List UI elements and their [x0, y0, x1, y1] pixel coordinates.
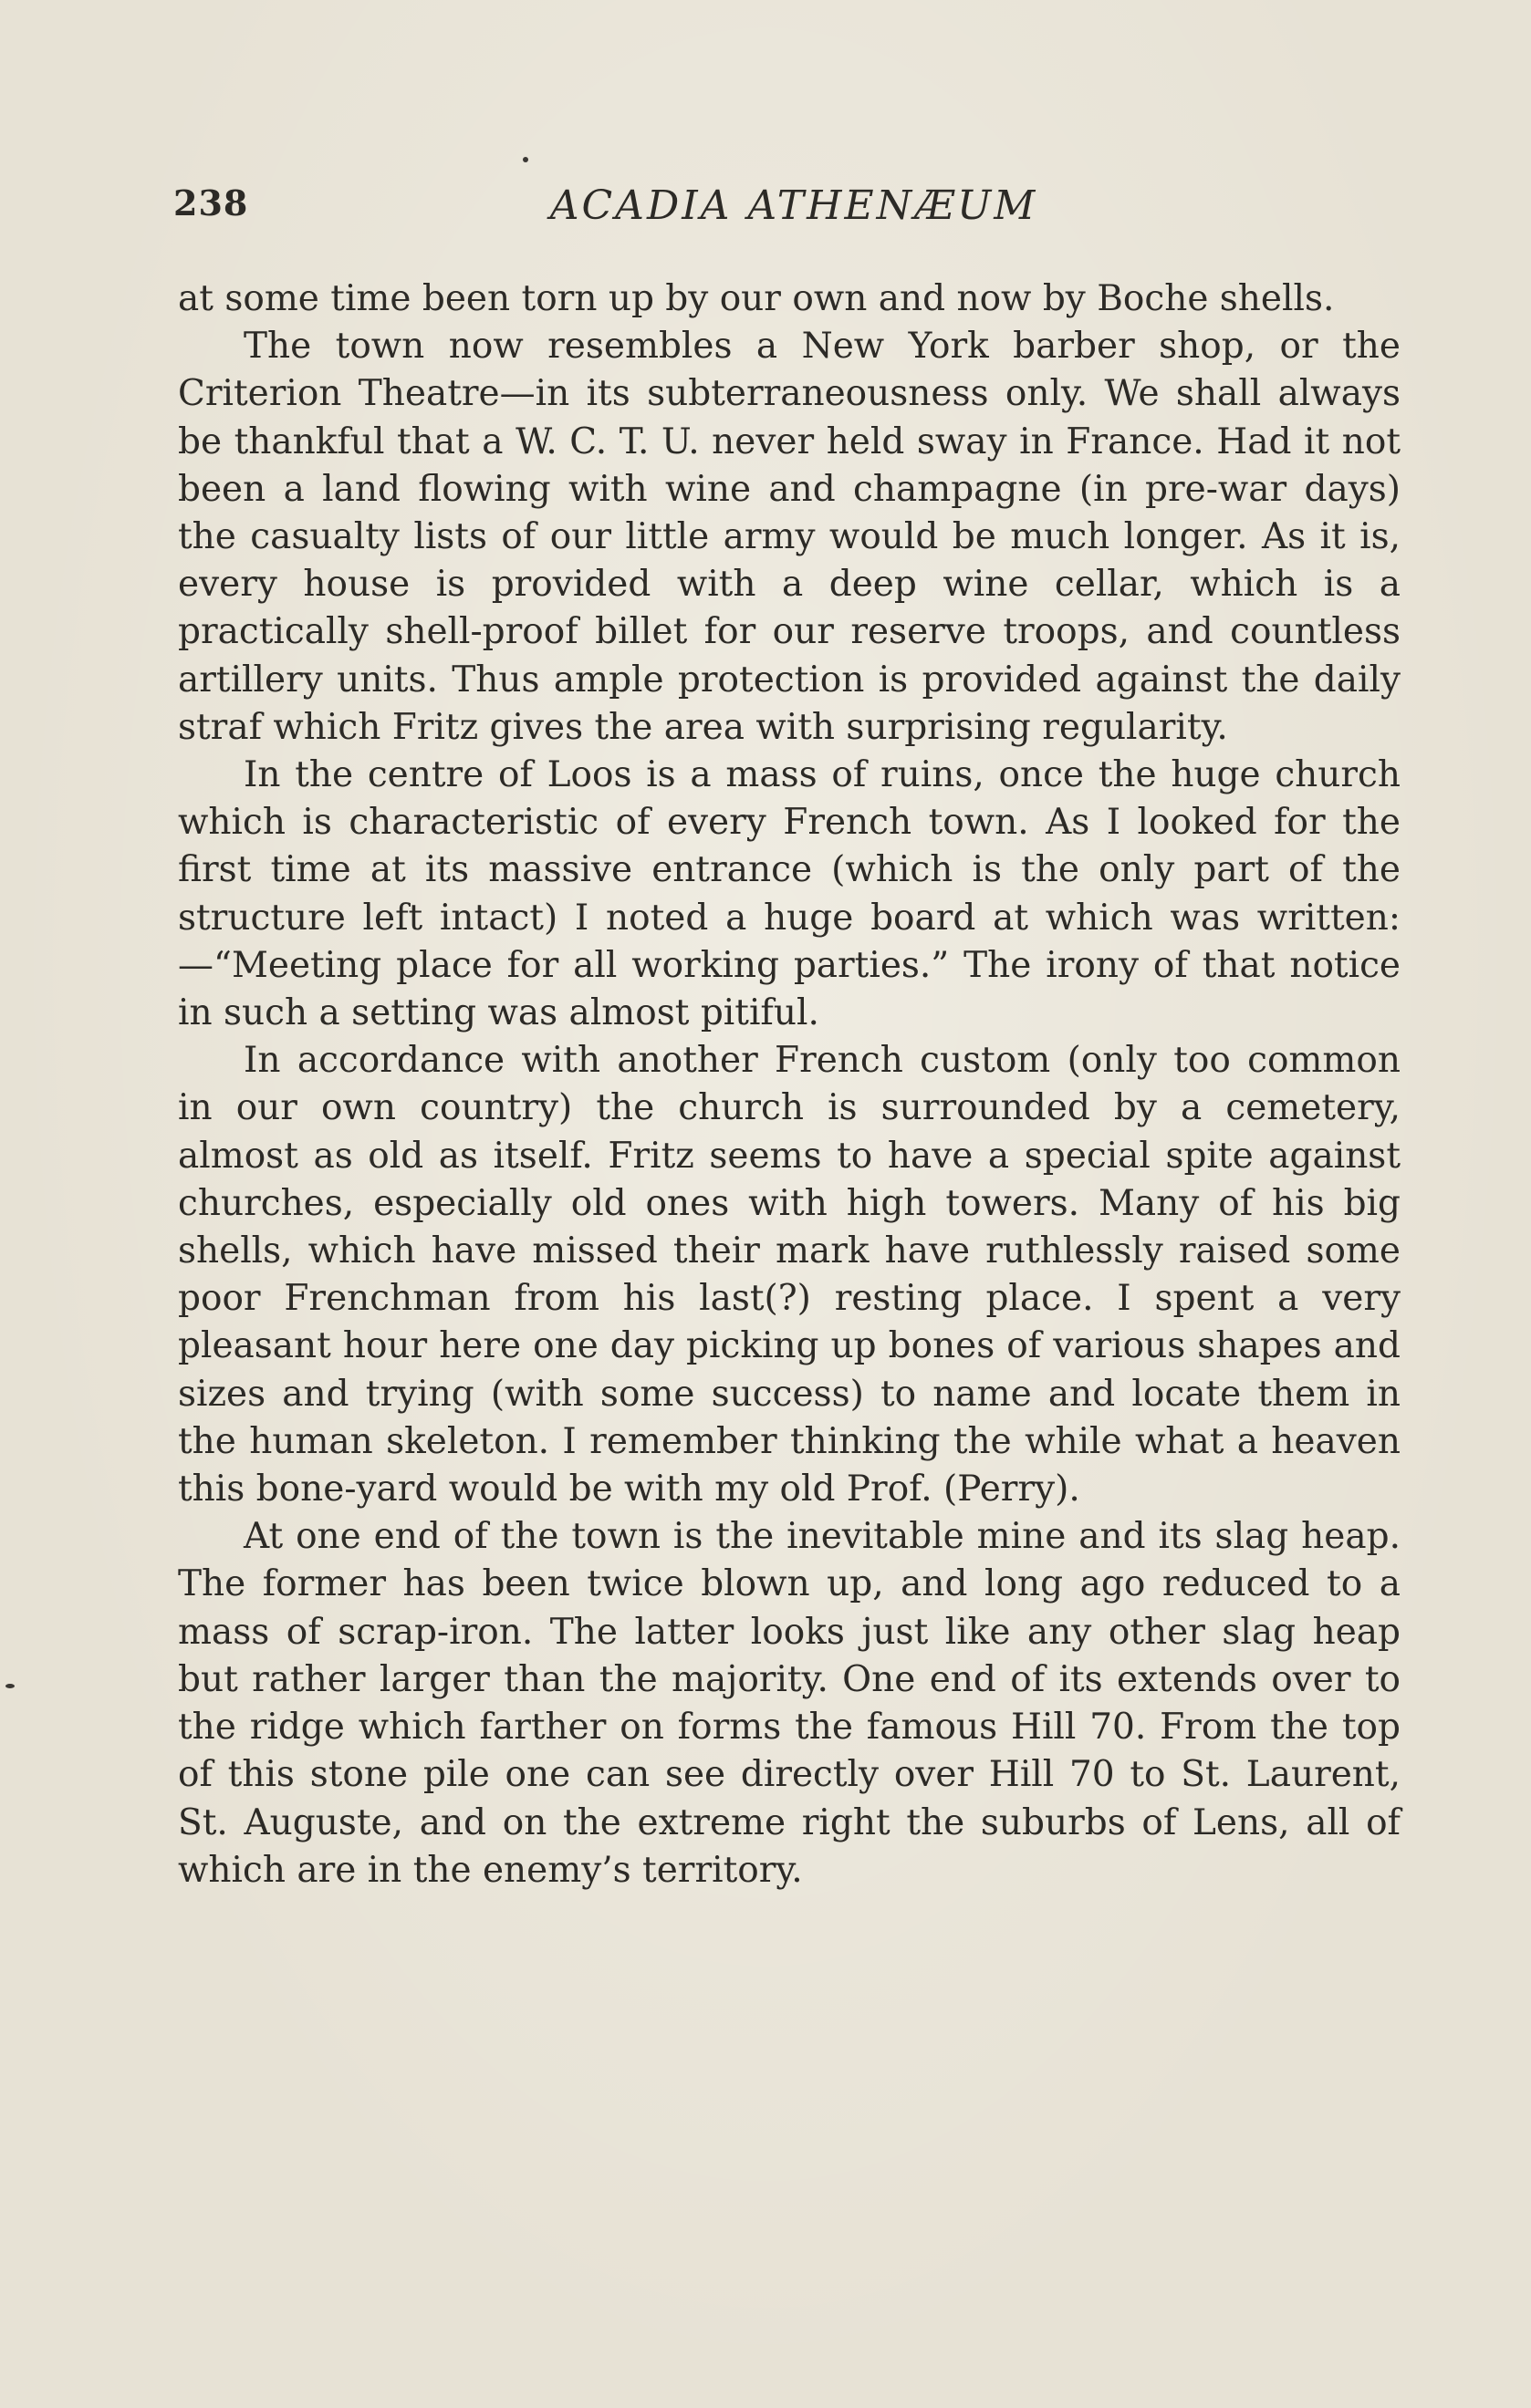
paragraph: In the centre of Loos is a mass of ruins, once the huge church which is characteristic of every French town. As I looked for the first time at its massive entrance (which is the only part of the structure left intact) I noted a huge board at which was written:—“Meeting place for all working parties.” The irony of that notice in such a setting was almost pitiful. [178, 754, 1401, 1034]
ink-speck [523, 157, 528, 162]
page-header [173, 182, 1405, 237]
paragraph: The town now resembles a New York barber shop, or the Criterion Theatre—in its subterraneousness only. We shall always be thankful that a W. C. T. U. never held sway in France. Had it not been a land flowing with wine and champagne (in pre-war days) the casualty lists of our little army would be much longer. As it is, every house is provided with a deep wine cellar, which is a practically shell-proof billet for our reserve troops, and countless artillery units. Thus ample protection is provided against the daily straf which Fritz gives the area with surprising regularity. [178, 326, 1401, 748]
body-text [178, 275, 1401, 1894]
paragraph: In accordance with another French custom (only too common in our own country) the church is surrounded by a cemetery, almost as old as itself. Fritz seems to have a special spite against churches, especially old ones with high towers. Many of his big shells, which have missed their mark have ruthlessly raised some poor Frenchman from his last(?) resting place. I spent a very pleasant hour here one day picking up bones of various shapes and sizes and trying (with some success) to name and locate them in the human skeleton. I remember thinking the while what a heaven this bone-yard would be with my old Prof. (Perry). [178, 1040, 1401, 1510]
ink-speck [5, 1684, 15, 1688]
paragraph: At one end of the town is the inevitable mine and its slag heap. The former has been twice blown up, and long ago reduced to a mass of scrap-iron. The latter looks just like any other slag heap but rather larger than the majority. One end of its extends over to the ridge which farther on forms the famous Hill 70. From the top of this stone pile one can see directly over Hill 70 to St. Laurent, St. Auguste, and on the extreme right the suburbs of Lens, all of which are in the enemy’s territory. [178, 1516, 1401, 1891]
running-title: ACADIA ATHENÆUM [549, 182, 1038, 229]
page-number: 238 [173, 182, 249, 223]
paragraph: at some time been torn up by our own and now by Boche shells. [178, 278, 1335, 319]
